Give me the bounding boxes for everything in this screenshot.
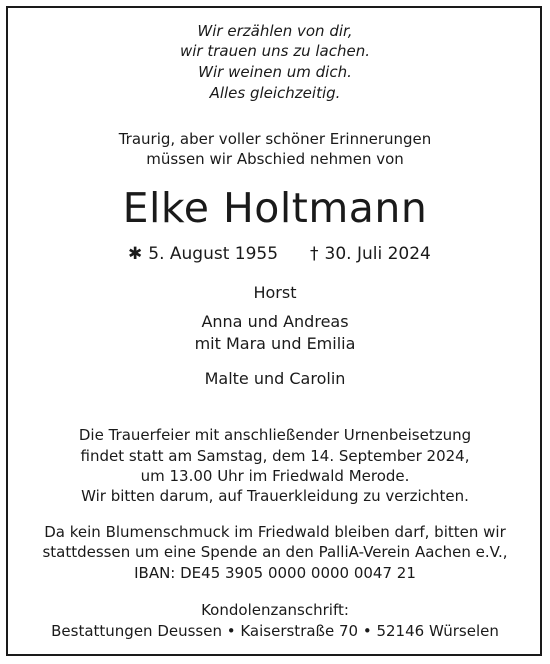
donation-line-2: stattdessen um eine Spende an den PalliA-Verein Aachen e.V.,: [42, 543, 508, 561]
death-cross-icon: †: [310, 244, 319, 264]
ceremony-line-2: findet statt am Samstag, dem 14. September 2024,: [80, 447, 470, 465]
condolence-label: Kondolenzanschrift:: [201, 601, 349, 619]
donation-line-1: Da kein Blumenschmuck im Friedwald bleiben darf, bitten wir: [44, 523, 506, 541]
life-dates: [0, 244, 550, 266]
family-line-1: Horst: [253, 283, 297, 302]
donation-line-3: IBAN: DE45 3905 0000 0000 0047 21: [134, 564, 416, 582]
death-date: [310, 244, 431, 264]
ceremony-line-1: Die Trauerfeier mit anschließender Urnenbeisetzung: [78, 426, 472, 444]
poem-line-3: Wir weinen um dich.: [198, 63, 352, 81]
family-line-4: Malte und Carolin: [204, 369, 346, 388]
intro-line-2: müssen wir Abschied nehmen von: [146, 150, 404, 168]
poem-line-1: Wir erzählen von dir,: [197, 22, 353, 40]
birth-date-text: 5. August 1955: [148, 244, 279, 264]
family-line-2: Anna und Andreas: [201, 312, 349, 331]
poem-line-4: Alles gleichzeitig.: [209, 84, 341, 102]
family-line-3: mit Mara und Emilia: [194, 334, 356, 353]
poem-line-2: wir trauen uns zu lachen.: [180, 42, 370, 60]
deceased-name: Elke Holtmann: [122, 184, 428, 232]
ceremony-line-4: Wir bitten darum, auf Trauerkleidung zu verzichten.: [81, 487, 469, 505]
ceremony-line-3: um 13.00 Uhr im Friedwald Merode.: [140, 467, 410, 485]
condolence-address: Bestattungen Deussen • Kaiserstraße 70 • 52146 Würselen: [51, 622, 499, 640]
birth-star-icon: ✱: [128, 244, 143, 264]
intro-line-1: Traurig, aber voller schöner Erinnerungen: [118, 130, 432, 148]
birth-date: [128, 244, 278, 264]
death-date-text: 30. Juli 2024: [324, 244, 431, 264]
